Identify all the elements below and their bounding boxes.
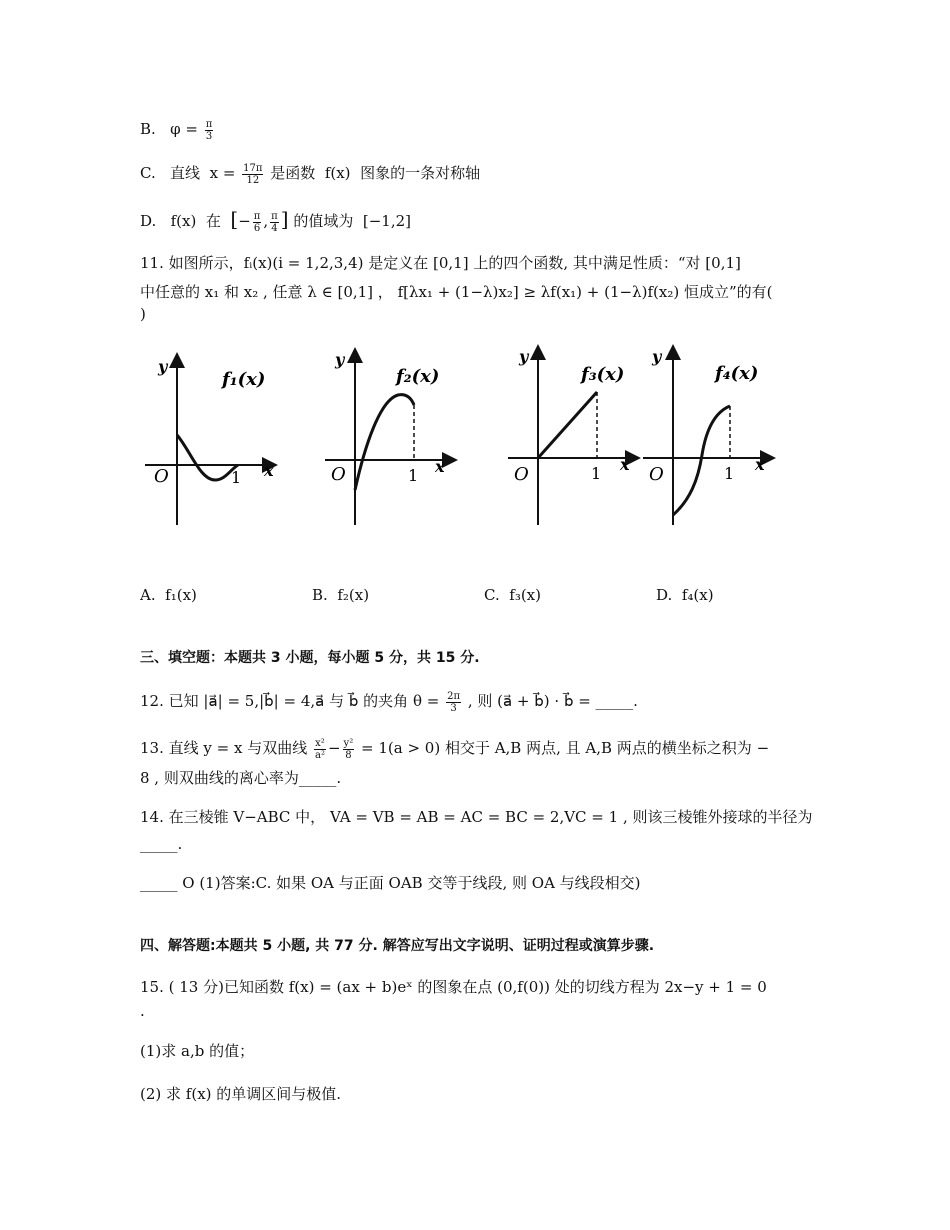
y-label: y (652, 347, 662, 366)
q13-line2: 8 , 则双曲线的离心率为_____. (140, 769, 342, 787)
q15-part1: (1)求 a,b 的值； (140, 1042, 255, 1060)
graph-title: f₂(x) (396, 366, 440, 387)
x-label: x (264, 461, 274, 480)
graph-title: f₄(x) (715, 363, 759, 384)
x-label: x (620, 455, 630, 474)
line-f3 (538, 392, 597, 458)
curve-f4 (673, 406, 730, 515)
one-label: 1 (591, 464, 602, 483)
q10-option-d: D. f(x) 在 [− $\frac{\pi}{6}$ , $\frac{\pi}{4}$ ] 的值域为 [−1,2] (140, 207, 412, 234)
section-3-heading: 三、填空题：本题共 3 小题，每小题 5 分，共 15 分. (140, 650, 480, 666)
q14-line2: _____. (140, 835, 183, 853)
q11-option-b: B. f₂(x) (312, 586, 370, 604)
q15-part2: (2) 求 f(x) 的单调区间与极值. (140, 1085, 342, 1103)
q12: 12. 已知 |a⃗| = 5,|b⃗| = 4,a⃗ 与 b⃗ 的夹角 θ = $\frac{2\pi}{3}$ , 则 (a⃗ + b⃗) · b⃗ = _____. (140, 690, 638, 714)
origin-label: O (154, 466, 169, 487)
origin-label: O (331, 464, 346, 485)
graph-f1 (140, 340, 280, 530)
y-label: y (335, 350, 345, 369)
graph-f4 (640, 340, 780, 530)
section-4-heading: 四、解答题:本题共 5 小题, 共 77 分. 解答应写出文字说明、证明过程或演算步骤. (140, 938, 655, 954)
q11-option-c: C. f₃(x) (484, 586, 541, 604)
q15-line2: . (140, 1002, 145, 1020)
origin-label: O (514, 464, 529, 485)
one-label: 1 (724, 464, 735, 483)
q10-option-b: B. φ = $\frac{\pi}{3}$ (140, 118, 213, 142)
curve-f1 (177, 435, 238, 480)
graph-f3 (505, 340, 645, 530)
q13-line1: 13. 直线 y = x 与双曲线 $\frac{\text{x²}}{\text{a²}}$ − $\frac{\text{y²}}{8}$ = 1(a > 0) 相交于 A,B 两点, 且 A,B 两点的横坐标之积为 − (140, 737, 770, 761)
q11-line2: 中任意的 x₁ 和 x₂ , 任意 λ ∈ [0,1] ， f[λx₁ + (1−λ)x₂] ≥ λf(x₁) + (1−λ)f(x₂) 恒成立”的有( (140, 283, 773, 301)
y-label: y (519, 347, 529, 366)
q11-line1: 11. 如图所示，fᵢ(x)(i = 1,2,3,4) 是定义在 [0,1] 上的四个函数, 其中满足性质：“对 [0,1] (140, 254, 741, 272)
x-label: x (755, 455, 765, 474)
q10-option-c: C. 直线 x = $\frac{17\pi}{12}$ 是函数 f(x) 图象的一条对称轴 (140, 162, 481, 186)
one-label: 1 (231, 468, 242, 487)
answer-note: _____ O (1)答案:C. 如果 OA 与正面 OAB 交等于线段, 则 OA 与线段相交) (140, 874, 641, 892)
graph-title: f₃(x) (581, 364, 625, 385)
origin-label: O (649, 464, 664, 485)
graph-title: f₁(x) (222, 369, 266, 390)
x-label: x (435, 457, 445, 476)
q15-line1: 15. ( 13 分)已知函数 f(x) = (ax + b)eˣ 的图象在点 (0,f(0)) 处的切线方程为 2x−y + 1 = 0 (140, 978, 767, 996)
q11-option-a: A. f₁(x) (140, 586, 197, 604)
y-label: y (158, 357, 168, 376)
graph-f2 (320, 340, 460, 530)
curve-f2 (355, 395, 414, 490)
q14-line1: 14. 在三棱锥 V−ABC 中， VA = VB = AB = AC = BC = 2,VC = 1 , 则该三棱锥外接球的半径为 (140, 808, 813, 826)
q11-line3: ) (140, 305, 146, 323)
one-label: 1 (408, 466, 419, 485)
q11-option-d: D. f₄(x) (656, 586, 714, 604)
